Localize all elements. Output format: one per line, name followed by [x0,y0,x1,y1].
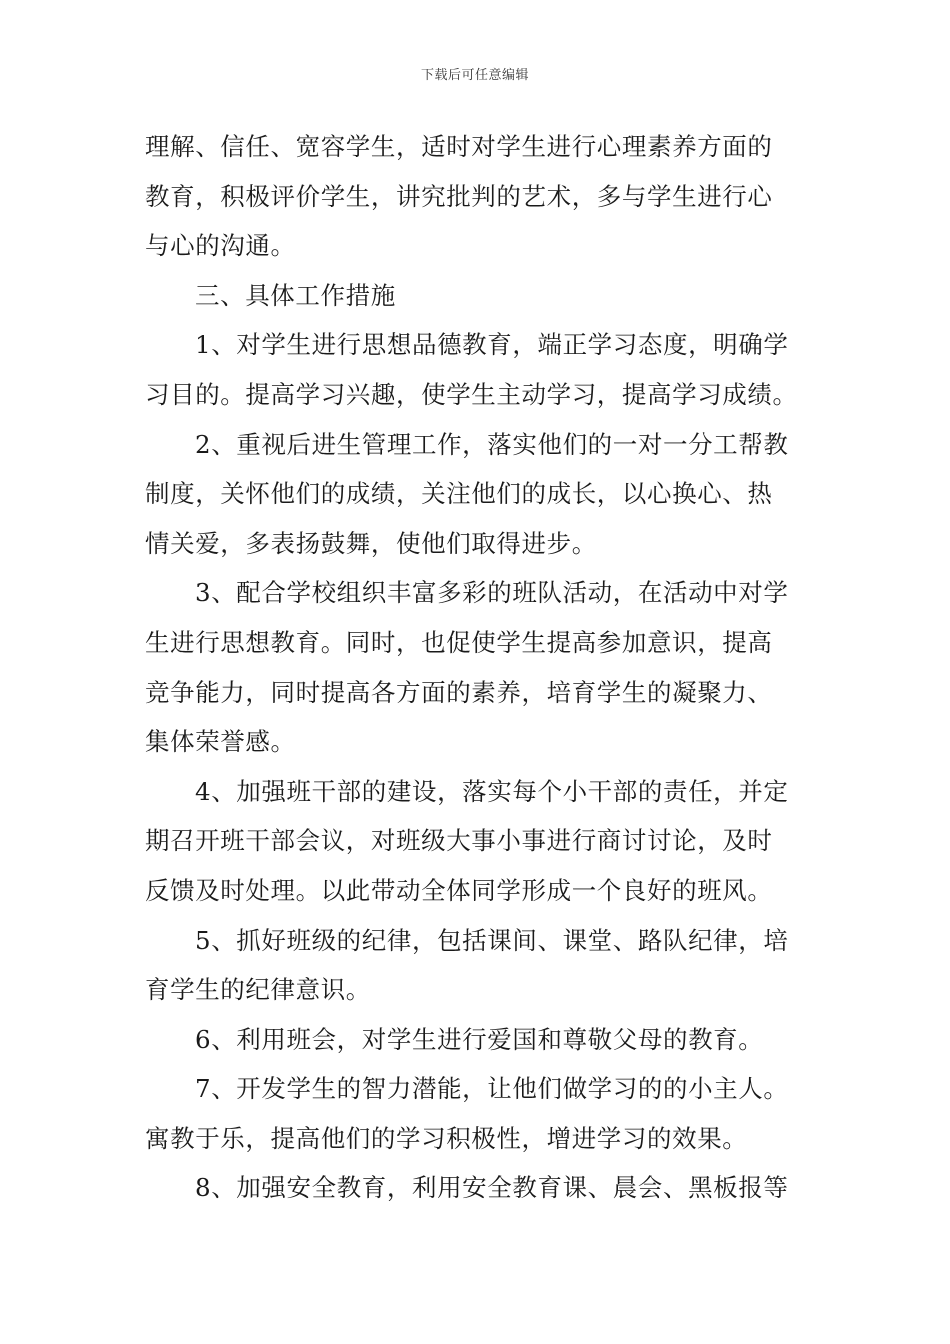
text-line: 3、配合学校组织丰富多彩的班队活动，在活动中对学 [195,578,789,608]
text-line: 8、加强安全教育，利用安全教育课、晨会、黑板报等 [195,1173,789,1203]
text-line: 竞争能力，同时提高各方面的素养，培育学生的凝聚力、 [145,677,773,707]
text-line: 情关爱，多表扬鼓舞，使他们取得进步。 [145,528,597,558]
document-body [145,122,807,1213]
text-line: 5、抓好班级的纪律，包括课间、课堂、路队纪律，培 [195,925,789,955]
text-line: 集体荣誉感。 [145,727,296,757]
text-line: 反馈及时处理。以此带动全体同学形成一个良好的班风。 [145,875,773,905]
text-line: 期召开班干部会议，对班级大事小事进行商讨讨论，及时 [145,826,773,856]
text-line: 教育，积极评价学生，讲究批判的艺术，多与学生进行心 [145,181,773,211]
text-line: 育学生的纪律意识。 [145,975,371,1005]
text-line: 1、对学生进行思想品德教育，端正学习态度，明确学 [195,330,789,360]
text-line: 理解、信任、宽容学生，适时对学生进行心理素养方面的 [145,132,773,161]
text-line: 制度，关怀他们的成绩，关注他们的成长，以心换心、热 [145,479,773,509]
text-line: 与心的沟通。 [145,231,296,261]
text-line: 习目的。提高学习兴趣，使学生主动学习，提高学习成绩。 [145,379,798,409]
text-line: 6、利用班会，对学生进行爱国和尊敬父母的教育。 [195,1024,764,1054]
text-line: 4、加强班干部的建设，落实每个小干部的责任，并定 [195,776,789,806]
text-line: 寓教于乐，提高他们的学习积极性，增进学习的效果。 [145,1123,748,1153]
text-line: 2、重视后进生管理工作，落实他们的一对一分工帮教 [195,429,789,459]
page-header-note: 下载后可任意编辑 [420,68,529,83]
text-line: 7、开发学生的智力潜能，让他们做学习的的小主人。 [195,1074,789,1104]
section-heading: 三、具体工作措施 [195,280,396,310]
text-line: 生进行思想教育。同时，也促使学生提高参加意识，提高 [145,627,773,657]
